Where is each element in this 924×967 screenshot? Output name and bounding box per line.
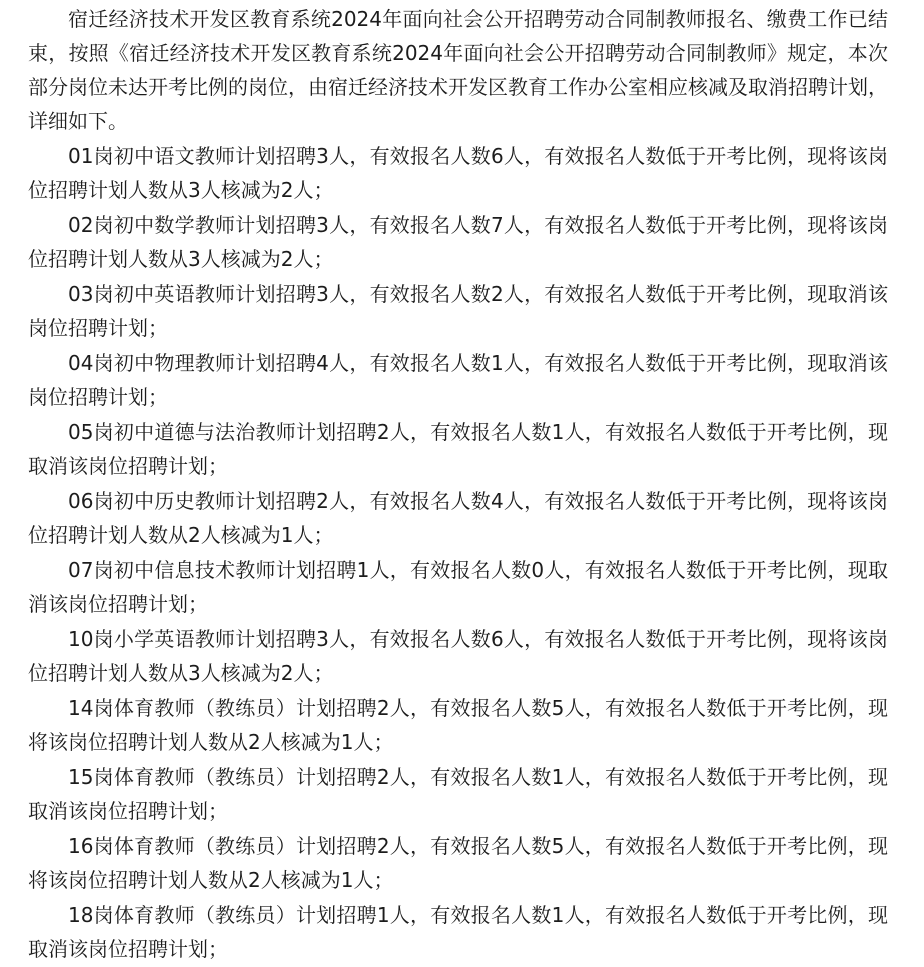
position-03-paragraph: 03岗初中英语教师计划招聘3人，有效报名人数2人，有效报名人数低于开考比例，现取消该岗位招聘计划； [28,282,888,340]
intro-paragraph: 宿迁经济技术开发区教育系统2024年面向社会公开招聘劳动合同制教师报名、缴费工作已结束，按照《宿迁经济技术开发区教育系统2024年面向社会公开招聘劳动合同制教师》规定，本次部分岗位未达开考比例的岗位，由宿迁经济技术开发区教育工作办公室相应核减及取消招聘计划，详细如下。 [28,7,888,133]
position-15-paragraph: 15岗体育教师（教练员）计划招聘2人，有效报名人数1人，有效报名人数低于开考比例，现取消该岗位招聘计划； [28,765,888,823]
position-02-paragraph: 02岗初中数学教师计划招聘3人，有效报名人数7人，有效报名人数低于开考比例，现将该岗位招聘计划人数从3人核减为2人； [28,213,888,271]
position-06-paragraph: 06岗初中历史教师计划招聘2人，有效报名人数4人，有效报名人数低于开考比例，现将该岗位招聘计划人数从2人核减为1人； [28,489,888,547]
position-16-paragraph: 16岗体育教师（教练员）计划招聘2人，有效报名人数5人，有效报名人数低于开考比例，现将该岗位招聘计划人数从2人核减为1人； [28,834,888,892]
position-04-paragraph: 04岗初中物理教师计划招聘4人，有效报名人数1人，有效报名人数低于开考比例，现取消该岗位招聘计划； [28,351,888,409]
position-07-paragraph: 07岗初中信息技术教师计划招聘1人，有效报名人数0人，有效报名人数低于开考比例，现取消该岗位招聘计划； [28,558,888,616]
article-body [28,0,888,967]
position-01-paragraph: 01岗初中语文教师计划招聘3人，有效报名人数6人，有效报名人数低于开考比例，现将该岗位招聘计划人数从3人核减为2人； [28,144,888,202]
position-18-paragraph: 18岗体育教师（教练员）计划招聘1人，有效报名人数1人，有效报名人数低于开考比例，现取消该岗位招聘计划； [28,903,888,961]
position-05-paragraph: 05岗初中道德与法治教师计划招聘2人，有效报名人数1人，有效报名人数低于开考比例，现取消该岗位招聘计划； [28,420,888,478]
position-10-paragraph: 10岗小学英语教师计划招聘3人，有效报名人数6人，有效报名人数低于开考比例，现将该岗位招聘计划人数从3人核减为2人； [28,627,888,685]
position-14-paragraph: 14岗体育教师（教练员）计划招聘2人，有效报名人数5人，有效报名人数低于开考比例，现将该岗位招聘计划人数从2人核减为1人； [28,696,888,754]
